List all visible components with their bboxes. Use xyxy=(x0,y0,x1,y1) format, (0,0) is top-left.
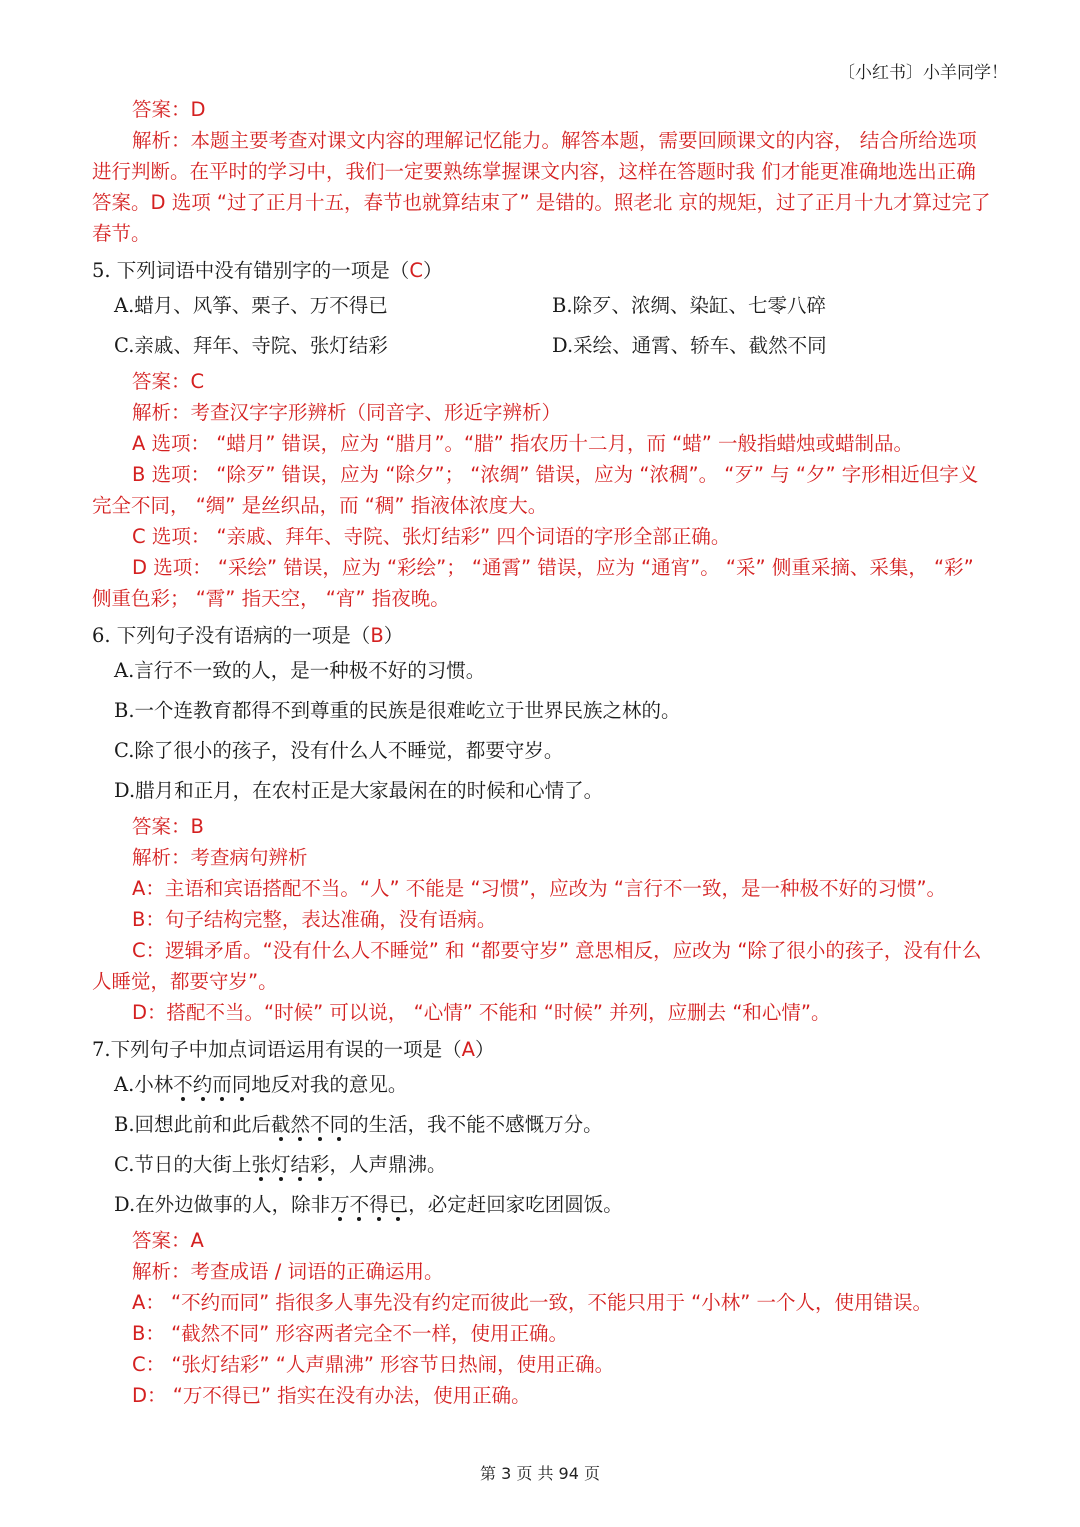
dotted-char: 同 xyxy=(329,1113,350,1136)
dotted-char: 不 xyxy=(310,1113,330,1136)
q5-analysis: 解析：考查汉字字形辨析（同音字、形近字辨析） xyxy=(132,401,562,424)
q6-key: B xyxy=(370,624,384,647)
q6-answer: 答案：B xyxy=(132,815,204,838)
q6-option-b: B.一个连教育都得不到尊重的民族是很难屹立于世界民族之林的。 xyxy=(114,699,681,722)
q5-stem-close: ） xyxy=(422,259,443,282)
dotted-char: 灯 xyxy=(270,1153,291,1176)
dotted-char: 彩 xyxy=(309,1153,330,1176)
q5-stem xyxy=(92,255,992,286)
q6-stem xyxy=(92,620,992,651)
q7-explain-d: D： “万不得已” 指实在没有办法，使用正确。 xyxy=(132,1384,531,1407)
q4-analysis: 解析：本题主要考查对课文内容的理解记忆能力。解答本题，需要回顾课文的内容， 结合所给选项进行判断。在平时的学习中，我们一定要熟练掌握课文内容，这样在答题时我 们才能更准确地选出正确答案。D 选项 “过了正月十五，春节也就算结束了” 是错的。照老北 京的规矩，过了正月十九才算过完了春节。 xyxy=(92,129,991,245)
q7-option-d-pre: D.在外边做事的人，除非 xyxy=(114,1193,331,1216)
q7-option-c-pre: C.节日的大街上 xyxy=(114,1153,252,1176)
q7-option-b-post: 的生活，我不能不感慨万分。 xyxy=(349,1113,603,1136)
q5-options-row2 xyxy=(92,326,992,366)
q7-stem-text: 7.下列句子中加点词语运用有误的一项是（ xyxy=(92,1038,462,1061)
dotted-char: 而 xyxy=(212,1073,232,1096)
dotted-char: 约 xyxy=(192,1073,213,1096)
q7-explain-b: B： “截然不同” 形容两者完全不一样，使用正确。 xyxy=(132,1322,568,1345)
dotted-char: 不 xyxy=(173,1073,193,1096)
page-header: 〔小红书〕小羊同学！ xyxy=(838,63,1008,83)
q7-stem xyxy=(92,1034,992,1065)
q6-option-a: A.言行不一致的人，是一种极不好的习惯。 xyxy=(114,659,486,682)
q7-analysis: 解析：考查成语 / 词语的正确运用。 xyxy=(132,1260,444,1283)
q6-stem-text: 6. 下列句子没有语病的一项是（ xyxy=(92,624,371,647)
q7-answer: 答案：A xyxy=(132,1229,204,1252)
q6-stem-close: ） xyxy=(383,624,404,647)
dotted-char: 结 xyxy=(290,1153,310,1176)
q6-analysis: 解析：考查病句辨析 xyxy=(132,846,308,869)
q7-option-a-pre: A.小林 xyxy=(114,1073,174,1096)
q5-stem-text: 5. 下列词语中没有错别字的一项是（ xyxy=(92,259,410,282)
document-body xyxy=(92,94,992,1411)
q5-option-b: B.除歹、浓绸、染缸、七零八碎 xyxy=(552,294,827,317)
q4-answer: 答案：D xyxy=(132,98,206,121)
dotted-char: 截 xyxy=(271,1113,291,1136)
q6-explain-d: D：搭配不当。“时候” 可以说， “心情” 不能和 “时候” 并列，应删去 “和心情”。 xyxy=(132,1001,831,1024)
q7-option-a-post: 地反对我的意见。 xyxy=(251,1073,408,1096)
q5-option-a: A.蜡月、风筝、栗子、万不得已 xyxy=(114,294,388,317)
q7-option-a xyxy=(92,1065,992,1105)
q7-stem-close: ） xyxy=(474,1038,495,1061)
q7-explain-a: A： “不约而同” 指很多人事先没有约定而彼此一致，不能只用于 “小林” 一个人，使用错误。 xyxy=(132,1291,933,1314)
dotted-char: 然 xyxy=(290,1113,311,1136)
q5-option-d: D.采绘、通霄、轿车、截然不同 xyxy=(552,334,827,357)
dotted-char: 得 xyxy=(369,1193,389,1216)
q5-explain-a: A 选项： “蜡月” 错误，应为 “腊月”。“腊” 指农历十二月，而 “蜡” 一般指蜡烛或蜡制品。 xyxy=(132,432,914,455)
q5-option-c: C.亲戚、拜年、寺院、张灯结彩 xyxy=(114,334,388,357)
q6-explain-c: C：逻辑矛盾。“没有什么人不睡觉” 和 “都要守岁” 意思相反，应改为 “除了很小的孩子，没有什么人睡觉，都要守岁”。 xyxy=(92,939,982,993)
dotted-char: 已 xyxy=(388,1193,409,1216)
q7-option-c-post: ，人声鼎沸。 xyxy=(329,1153,447,1176)
q5-explain-c: C 选项： “亲戚、拜年、寺院、张灯结彩” 四个词语的字形全部正确。 xyxy=(132,525,731,548)
q7-option-d-post: ，必定赶回家吃团圆饭。 xyxy=(408,1193,623,1216)
dotted-char: 张 xyxy=(251,1153,271,1176)
page-footer: 第 3 页 共 94 页 xyxy=(480,1464,600,1483)
q6-option-d: D.腊月和正月，在农村正是大家最闲在的时候和心情了。 xyxy=(114,779,604,802)
q7-option-d xyxy=(92,1185,992,1225)
q7-option-b xyxy=(92,1105,992,1145)
q5-answer: 答案：C xyxy=(132,370,205,393)
q5-explain-b: B 选项： “除歹” 错误，应为 “除夕”； “浓绸” 错误，应为 “浓稠”。 “歹” 与 “夕” 字形相近但字义完全不同， “绸” 是丝织品，而 “稠” 指液体浓度大。 xyxy=(92,463,979,517)
dotted-char: 同 xyxy=(231,1073,252,1096)
q5-explain-d: D 选项： “采绘” 错误，应为 “彩绘”； “通霄” 错误，应为 “通宵”。 “采” 侧重采摘、采集， “彩” 侧重色彩； “霄” 指天空， “宵” 指夜晚。 xyxy=(92,556,974,610)
q6-explain-a: A：主语和宾语搭配不当。“人” 不能是 “习惯”，应改为 “言行不一致，是一种极不好的习惯”。 xyxy=(132,877,947,900)
q7-explain-c: C： “张灯结彩” “人声鼎沸” 形容节日热闹，使用正确。 xyxy=(132,1353,615,1376)
q5-key: C xyxy=(409,259,423,282)
dotted-char: 万 xyxy=(330,1193,350,1216)
dotted-char: 不 xyxy=(349,1193,370,1216)
q7-option-b-pre: B.回想此前和此后 xyxy=(114,1113,272,1136)
q7-option-c xyxy=(92,1145,992,1185)
q5-options-row1 xyxy=(92,286,992,326)
q7-key: A xyxy=(461,1038,475,1061)
q6-explain-b: B：句子结构完整，表达准确，没有语病。 xyxy=(132,908,497,931)
q6-option-c: C.除了很小的孩子，没有什么人不睡觉，都要守岁。 xyxy=(114,739,564,762)
